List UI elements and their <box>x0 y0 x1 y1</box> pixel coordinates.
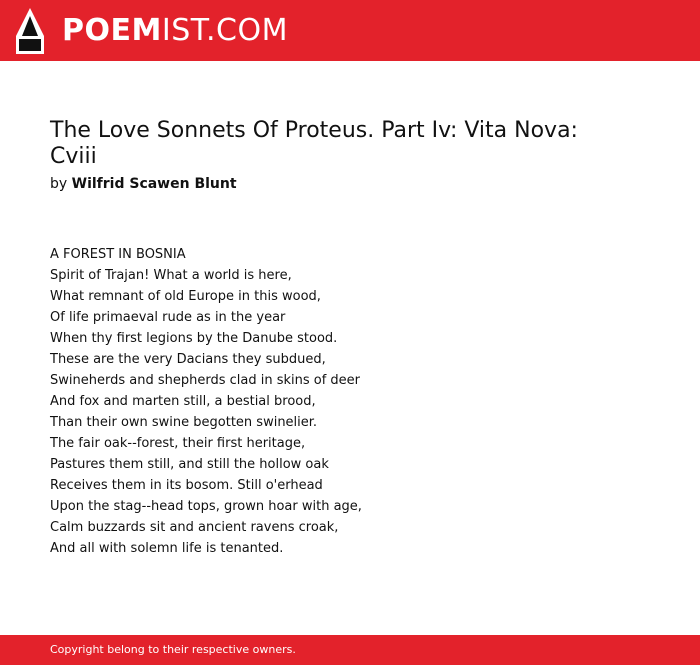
site-footer <box>0 635 700 665</box>
poem-line: And all with solemn life is tenanted. <box>50 541 284 556</box>
poem-line: Pastures them still, and still the hollow oak <box>50 457 329 472</box>
poem-line: Spirit of Trajan! What a world is here, <box>50 268 292 283</box>
poem-line: These are the very Dacians they subdued, <box>50 352 326 367</box>
poem-line: When thy first legions by the Danube stood. <box>50 331 338 346</box>
poem-line: Of life primaeval rude as in the year <box>50 310 286 325</box>
poem-line: Than their own swine begotten swinelier. <box>50 415 318 430</box>
poem-line: The fair oak--forest, their first heritage, <box>50 436 306 451</box>
author-name-link[interactable]: Wilfrid Scawen Blunt <box>71 176 237 192</box>
site-logo-text <box>62 8 288 54</box>
byline-label: by <box>50 176 68 192</box>
poem-line: Calm buzzards sit and ancient ravens croak, <box>50 520 339 535</box>
poem-line: Upon the stag--head tops, grown hoar with age, <box>50 499 362 514</box>
poem-body <box>50 244 610 559</box>
poem-byline <box>50 174 650 194</box>
poem-header <box>50 118 650 194</box>
poem-line: And fox and marten still, a bestial brood, <box>50 394 316 409</box>
logo-text-bold: POEM <box>62 13 162 48</box>
pencil-tip-icon <box>16 8 44 54</box>
logo-text-light: IST.COM <box>161 13 288 48</box>
poem-title: The Love Sonnets Of Proteus. Part Iv: Vita Nova: Cviii <box>50 118 578 169</box>
site-logo-link[interactable] <box>16 8 288 54</box>
poem-line: A FOREST IN BOSNIA <box>50 247 186 262</box>
poem-line: Receives them in its bosom. Still o'erhead <box>50 478 323 493</box>
poem-line: Swineherds and shepherds clad in skins of deer <box>50 373 361 388</box>
footer-copyright: Copyright belong to their respective owners. <box>50 643 296 656</box>
poem-line: What remnant of old Europe in this wood, <box>50 289 321 304</box>
site-header <box>0 0 700 61</box>
